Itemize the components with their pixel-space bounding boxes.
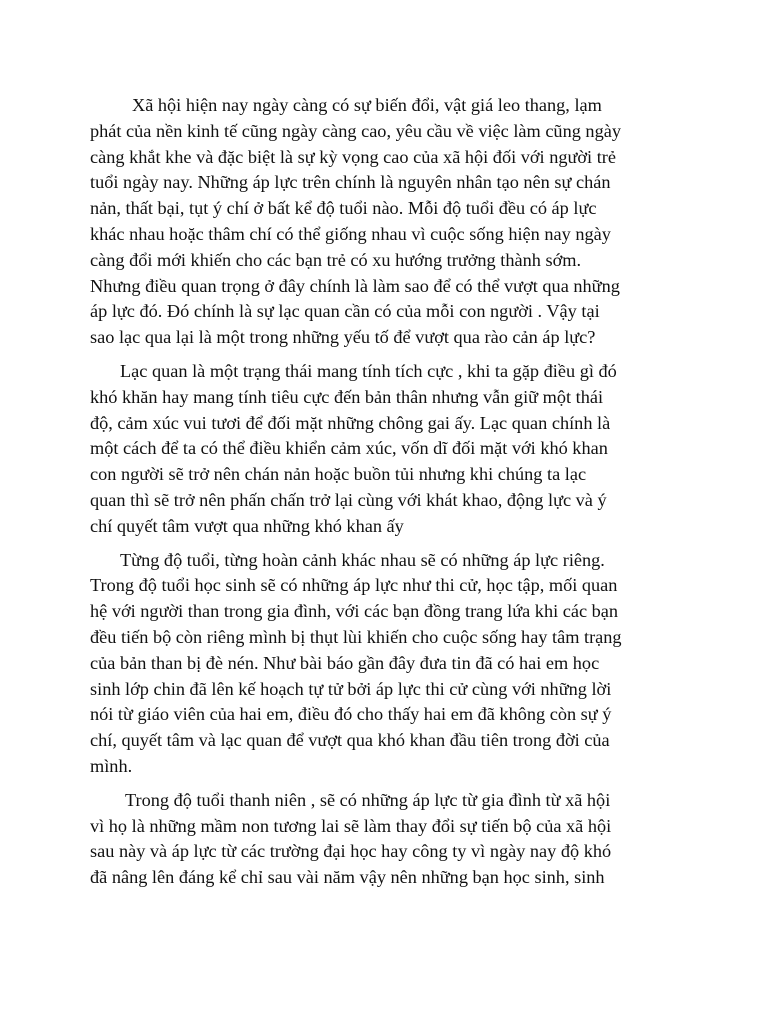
paragraph-line: đã nâng lên đáng kể chỉ sau vài năm vậy nên những bạn học sinh, sinh bbox=[90, 867, 605, 888]
paragraph-line: càng khắt khe và đặc biệt là sự kỳ vọng cao của xã hội đối với người trẻ bbox=[90, 146, 616, 167]
paragraph-line: nói từ giáo viên của hai em, điều đó cho thấy hai em đã không còn sự ý bbox=[90, 704, 612, 725]
paragraph-line: Từng độ tuổi, từng hoàn cảnh khác nhau sẽ có những áp lực riêng. bbox=[120, 549, 605, 570]
document-body bbox=[90, 93, 678, 899]
paragraph-line: chí quyết tâm vượt qua những khó khan ấy bbox=[90, 515, 404, 536]
paragraph-line: càng đổi mới khiến cho các bạn trẻ có xu hướng trưởng thành sớm. bbox=[90, 249, 582, 270]
paragraph-line: chí, quyết tâm và lạc quan để vượt qua khó khan đầu tiên trong đời của bbox=[90, 730, 610, 751]
paragraph-line: sao lạc qua lại là một trong những yếu tố để vượt qua rào cản áp lực? bbox=[90, 327, 596, 348]
paragraph-line: tuổi ngày nay. Những áp lực trên chính là nguyên nhân tạo nên sự chán bbox=[90, 172, 611, 193]
paragraph-line: Nhưng điều quan trọng ở đây chính là làm sao để có thể vượt qua những bbox=[90, 275, 620, 296]
paragraph-line: vì họ là những mầm non tương lai sẽ làm thay đổi sự tiến bộ của xã hội bbox=[90, 815, 612, 836]
paragraph-line: khác nhau hoặc thâm chí có thể giống nhau vì cuộc sống hiện nay ngày bbox=[90, 223, 611, 244]
paragraph-line: con người sẽ trở nên chán nản hoặc buồn tủi nhưng khi chúng ta lạc bbox=[90, 464, 587, 485]
paragraph-line: hệ với người than trong gia đình, với các bạn đồng trang lứa khi các bạn bbox=[90, 601, 619, 622]
paragraph-line: mình. bbox=[90, 755, 133, 776]
paragraph-line: Trong độ tuổi thanh niên , sẽ có những áp lực từ gia đình từ xã hội bbox=[125, 789, 611, 810]
paragraph-line: quan thì sẽ trở nên phấn chấn trở lại cùng với khát khao, động lực và ý bbox=[90, 489, 607, 510]
paragraph-line: độ, cảm xúc vui tươi để đối mặt những chông gai ấy. Lạc quan chính là bbox=[90, 412, 611, 433]
paragraph-line: đều tiến bộ còn riêng mình bị thụt lùi khiến cho cuộc sống hay tâm trạng bbox=[90, 626, 622, 647]
paragraph-line: Xã hội hiện nay ngày càng có sự biến đổi, vật giá leo thang, lạm bbox=[132, 95, 602, 115]
paragraph-1 bbox=[90, 93, 678, 351]
paragraph-line: một cách để ta có thể điều khiển cảm xúc, vốn dĩ đối mặt với khó khan bbox=[90, 438, 608, 459]
paragraph-line: của bản than bị đè nén. Như bài báo gần đây đưa tin đã có hai em học bbox=[90, 652, 600, 673]
paragraph-line: sau này và áp lực từ các trường đại học hay công ty vì ngày nay độ khó bbox=[90, 841, 612, 862]
paragraph-4 bbox=[90, 788, 678, 891]
paragraph-line: khó khăn hay mang tính tiêu cực đến bản thân nhưng vẫn giữ một thái bbox=[90, 386, 604, 407]
paragraph-line: Lạc quan là một trạng thái mang tính tích cực , khi ta gặp điều gì đó bbox=[120, 360, 617, 381]
paragraph-2 bbox=[90, 359, 678, 540]
paragraph-line: nản, thất bại, tụt ý chí ở bất kể độ tuổi nào. Mỗi độ tuổi đều có áp lực bbox=[90, 198, 597, 219]
paragraph-3 bbox=[90, 548, 678, 780]
paragraph-line: Trong độ tuổi học sinh sẽ có những áp lực như thi cử, học tập, mối quan bbox=[90, 575, 618, 596]
paragraph-line: sinh lớp chin đã lên kế hoạch tự tử bởi áp lực thi cử cùng với những lời bbox=[90, 678, 612, 699]
paragraph-line: áp lực đó. Đó chính là sự lạc quan cần có của mỗi con người . Vậy tại bbox=[90, 301, 600, 322]
paragraph-line: phát của nền kinh tế cũng ngày càng cao, yêu cầu về việc làm cũng ngày bbox=[90, 120, 621, 141]
